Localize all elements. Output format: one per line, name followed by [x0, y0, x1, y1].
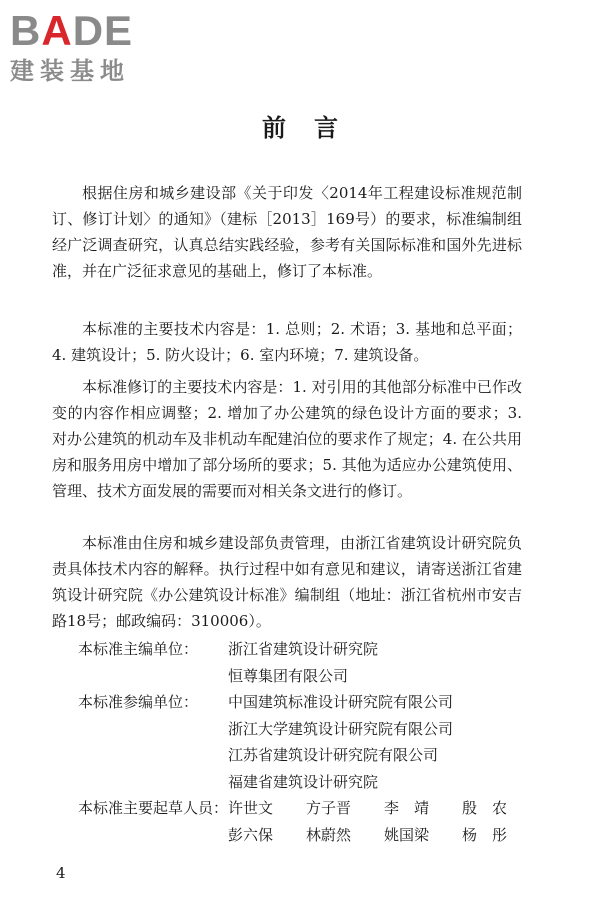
credits-block: [52, 636, 552, 848]
unit-name: 中国建筑标准设计研究院有限公司: [228, 693, 454, 711]
paragraph-basis: 根据住房和城乡建设部《关于印发〈2014年工程建设标准规范制订、修订计划〉的通知》（建标［2013］169号）的要求，标准编制组经广泛调查研究，认真总结实践经验，参考有关国际标准和国外先进标准，并在广泛征求意见的基础上，修订了本标准。: [52, 184, 522, 280]
drafter-name: 殷 农: [462, 799, 508, 817]
paragraph-management: 本标准由住房和城乡建设部负责管理，由浙江省建筑设计研究院负责具体技术内容的解释。执行过程中如有意见和建议，请寄送浙江省建筑设计研究院《办公建筑设计标准》编制组（地址：浙江省杭州市安吉路18号；邮政编码：310006）。: [52, 534, 522, 630]
drafter-name: 林蔚然: [306, 825, 352, 844]
participating-label: 本标准参编单位：: [78, 693, 199, 711]
main-drafters: [52, 795, 552, 848]
participating-units: [52, 689, 552, 795]
drafter-name: 姚国梁: [384, 825, 430, 844]
drafter-name: 方子晋: [306, 799, 352, 817]
unit-name: 江苏省建筑设计研究院有限公司: [228, 746, 439, 764]
chief-editor-units: [52, 636, 552, 689]
drafter-name: 杨 彤: [462, 825, 508, 844]
logo: [10, 8, 185, 98]
page-number: 4: [56, 864, 66, 882]
paragraph-revisions: 本标准修订的主要技术内容是：1. 对引用的其他部分标准中已作改变的内容作相应调整；2. 增加了办公建筑的绿色设计方面的要求；3. 对办公建筑的机动车及非机动车配建泊位的要求作了规定；4. 在公共用房和服务用房中增加了部分场所的要求；5. 其他为适应办公建筑使用、管理、技术方面发展的需要而对相关条文进行的修订。: [52, 378, 522, 500]
drafter-name: 许世文: [228, 799, 274, 817]
paragraph-main-content: 本标准的主要技术内容是：1. 总则；2. 术语；3. 基地和总平面；4. 建筑设计；5. 防火设计；6. 室内环境；7. 建筑设备。: [52, 320, 522, 364]
drafter-name: 李 靖: [384, 799, 430, 817]
page-title: 前言: [262, 113, 366, 142]
drafters-label: 本标准主要起草人员：: [78, 799, 229, 817]
logo-subtitle: 建装基地: [10, 57, 130, 85]
drafter-name: 彭六保: [228, 825, 274, 844]
unit-name: 恒尊集团有限公司: [228, 666, 349, 685]
unit-name: 浙江大学建筑设计研究院有限公司: [228, 719, 454, 738]
unit-name: 福建省建筑设计研究院: [228, 772, 379, 791]
chief-editor-label: 本标准主编单位：: [78, 640, 199, 658]
unit-name: 浙江省建筑设计研究院: [228, 640, 379, 658]
logo-mark: BADE: [10, 7, 134, 54]
logo-accent-letter: A: [41, 7, 73, 54]
